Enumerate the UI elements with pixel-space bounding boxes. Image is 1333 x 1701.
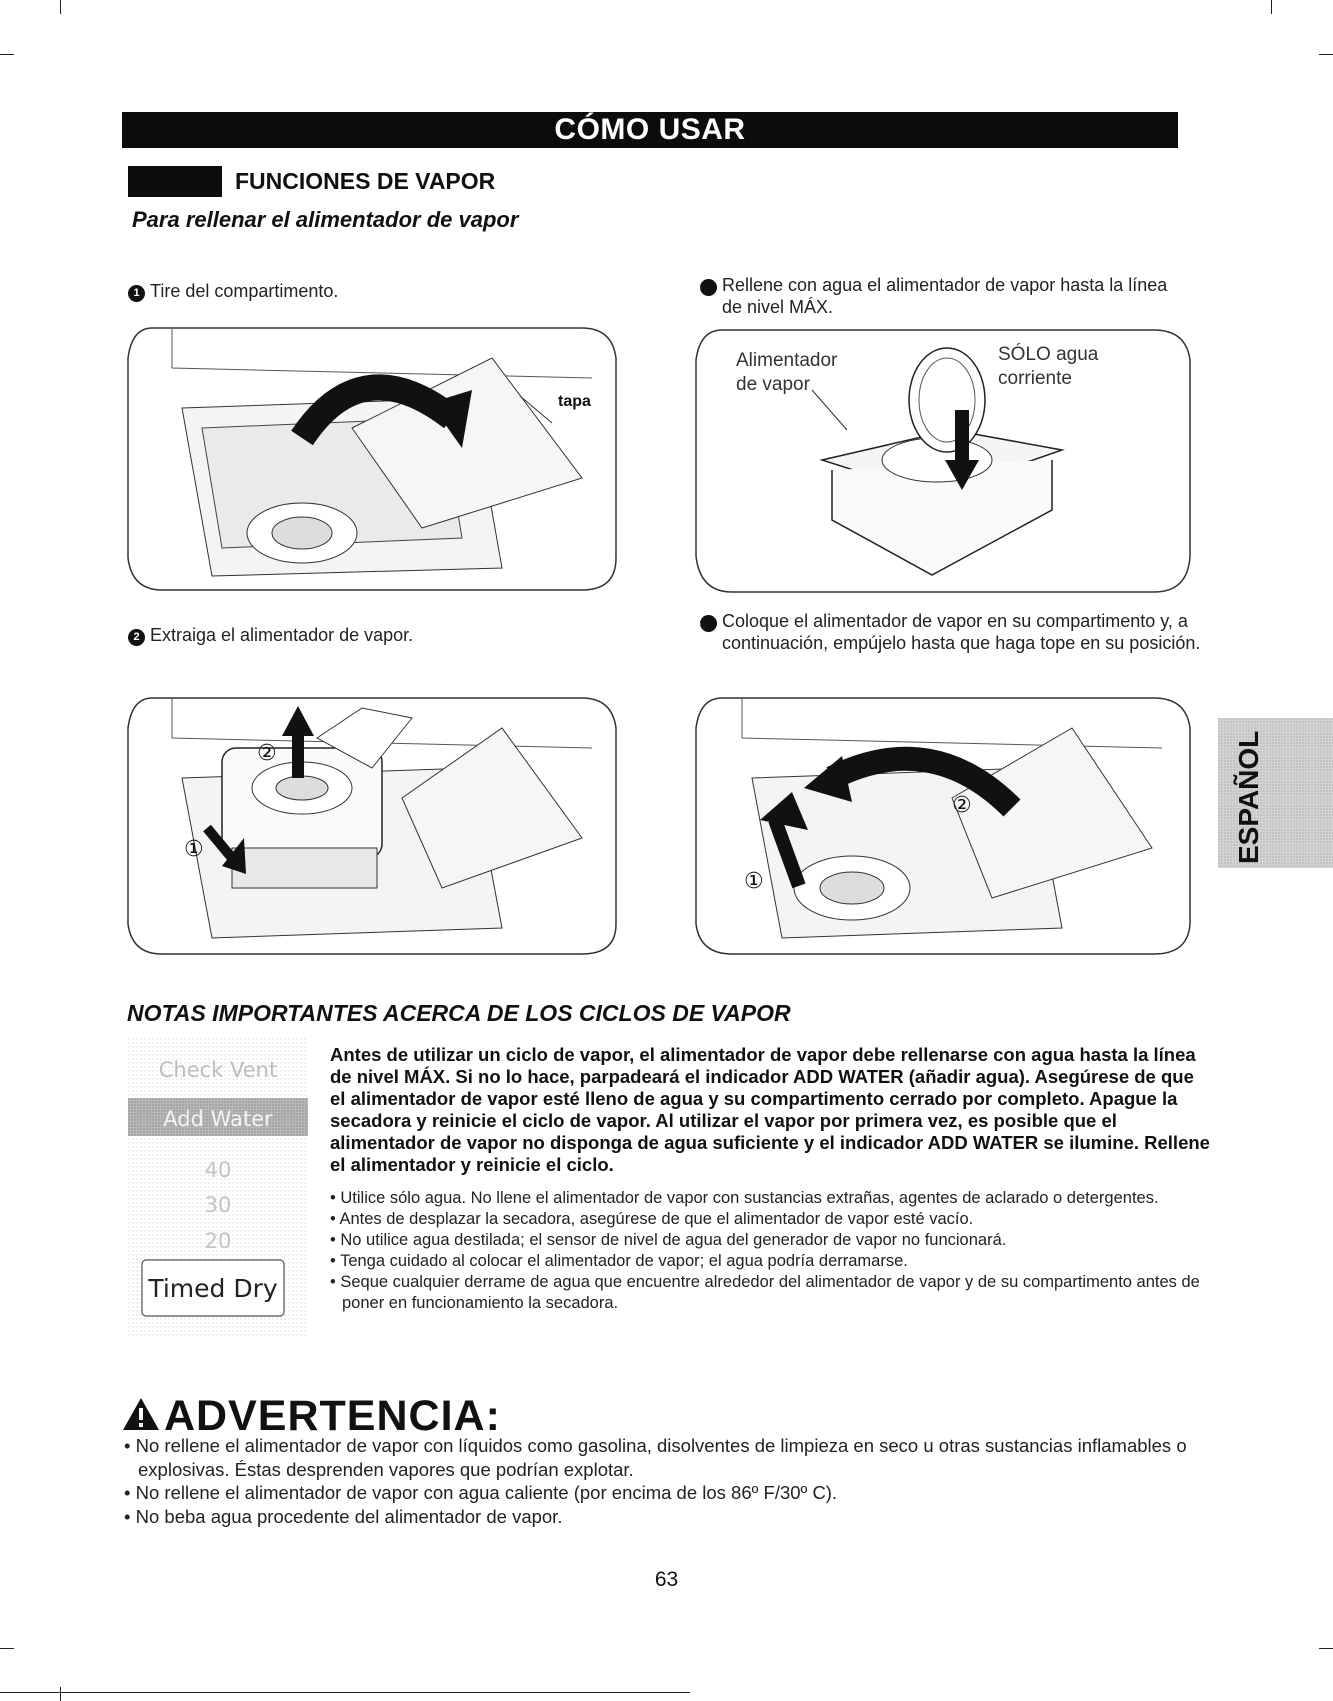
step-2 — [128, 624, 628, 646]
label-de-vapor: de vapor — [736, 374, 810, 395]
notes-bullet-list — [330, 1188, 1210, 1314]
page-banner: CÓMO USAR — [122, 112, 1178, 148]
label-alimentador: Alimentador — [736, 350, 838, 371]
step-number: 4 — [700, 615, 717, 632]
list-item: • Tenga cuidado al colocar el alimentador de vapor; el agua podría derramarse. — [330, 1252, 908, 1270]
step-4 — [694, 610, 1222, 654]
add-water-label: Add Water — [163, 1107, 273, 1131]
check-vent-label: Check Vent — [158, 1058, 278, 1082]
label-corriente: corriente — [998, 368, 1072, 389]
list-item: • No utilice agua destilada; el sensor de nivel de agua del generador de vapor no funcionará. — [330, 1231, 1007, 1249]
crop-mark — [1271, 0, 1272, 14]
step-text: Extraiga el alimentador de vapor. — [150, 625, 414, 645]
timed-dry-label: Timed Dry — [148, 1274, 278, 1303]
step-number: 3 — [700, 279, 717, 296]
crop-mark — [0, 1648, 14, 1649]
section-subtitle: Para rellenar el alimentador de vapor — [132, 207, 519, 232]
figure-remove-feeder — [122, 688, 622, 958]
step-text: Rellene con agua el alimentador de vapor hasta la línea de nivel MÁX. — [722, 275, 1168, 317]
control-panel-illustration — [128, 1038, 308, 1338]
list-item: • No beba agua procedente del alimentador de vapor. — [124, 1505, 563, 1527]
step-number: 2 — [128, 629, 145, 646]
warning-title: ADVERTENCIA: — [164, 1392, 501, 1440]
language-side-tab — [1218, 718, 1333, 868]
circle-1-label: ① — [184, 837, 204, 862]
list-item: • Utilice sólo agua. No llene el alimentador de vapor con sustancias extrañas, agentes de aclarado o detergentes. — [330, 1189, 1159, 1207]
figure-pull-compartment — [122, 318, 622, 596]
list-item: • Antes de desplazar la secadora, asegúrese de que el alimentador de vapor esté vacío. — [330, 1210, 974, 1228]
circle-1-label: ① — [744, 869, 764, 894]
notes-title: NOTAS IMPORTANTES ACERCA DE LOS CICLOS DE VAPOR — [127, 1000, 791, 1026]
circle-2-label: ② — [257, 741, 277, 766]
circle-2-label: ② — [952, 793, 972, 818]
bottom-rule — [0, 1692, 690, 1693]
crop-mark — [1319, 54, 1333, 55]
list-item: • Seque cualquier derrame de agua que encuentre alrededor del alimentador de vapor y de su compartimento antes de poner en funcionamiento la secadora. — [330, 1273, 1200, 1312]
crop-mark — [60, 1687, 61, 1701]
notes-bold-paragraph: Antes de utilizar un ciclo de vapor, el alimentador de vapor debe rellenarse con agua hasta la línea de nivel MÁX. Si no lo hace, parpadeará el indicador ADD WATER (añadir agua). Asegúrese de que el alimentador de vapor esté lleno de agua y su compartimento cerrado por completo. Apague la secadora y reinicie el ciclo de vapor. Al utilizar el vapor por primera vez, es posible que el alimentador de vapor no disponga de agua suficiente y el indicador ADD WATER se ilumine. Rellene el alimentador y reinicie el ciclo. — [330, 1044, 1210, 1175]
step-text: Tire del compartimento. — [150, 281, 339, 301]
crop-mark — [1319, 1648, 1333, 1649]
label-tapa: tapa — [558, 393, 591, 410]
page-number: 63 — [654, 1568, 679, 1591]
crop-mark — [60, 0, 61, 14]
value-30: 30 — [204, 1193, 232, 1217]
section-marker — [128, 166, 222, 197]
step-1 — [128, 280, 628, 302]
step-text: Coloque el alimentador de vapor en su compartimento y, a continuación, empújelo hasta que haga tope en su posición. — [722, 611, 1201, 653]
step-number: 1 — [128, 285, 145, 302]
warning-triangle-icon — [122, 1396, 160, 1432]
figure-fill-water — [692, 320, 1194, 596]
warning-list — [124, 1434, 1224, 1528]
crop-mark — [0, 54, 14, 55]
list-item: • No rellene el alimentador de vapor con agua caliente (por encima de los 86º F/30º C). — [124, 1482, 838, 1503]
value-20: 20 — [204, 1229, 232, 1253]
step-3 — [694, 274, 1182, 318]
figure-insert-feeder — [692, 688, 1194, 958]
side-tab-label: ESPAÑOL — [1233, 730, 1264, 864]
value-40: 40 — [204, 1158, 232, 1182]
label-solo-agua: SÓLO agua — [998, 344, 1099, 365]
section-title: FUNCIONES DE VAPOR — [235, 168, 496, 194]
list-item: • No rellene el alimentador de vapor con líquidos como gasolina, disolventes de limpieza en seco u otras sustancias inflamables o explosivas. Éstas desprenden vapores que podrían explotar. — [124, 1435, 1187, 1480]
